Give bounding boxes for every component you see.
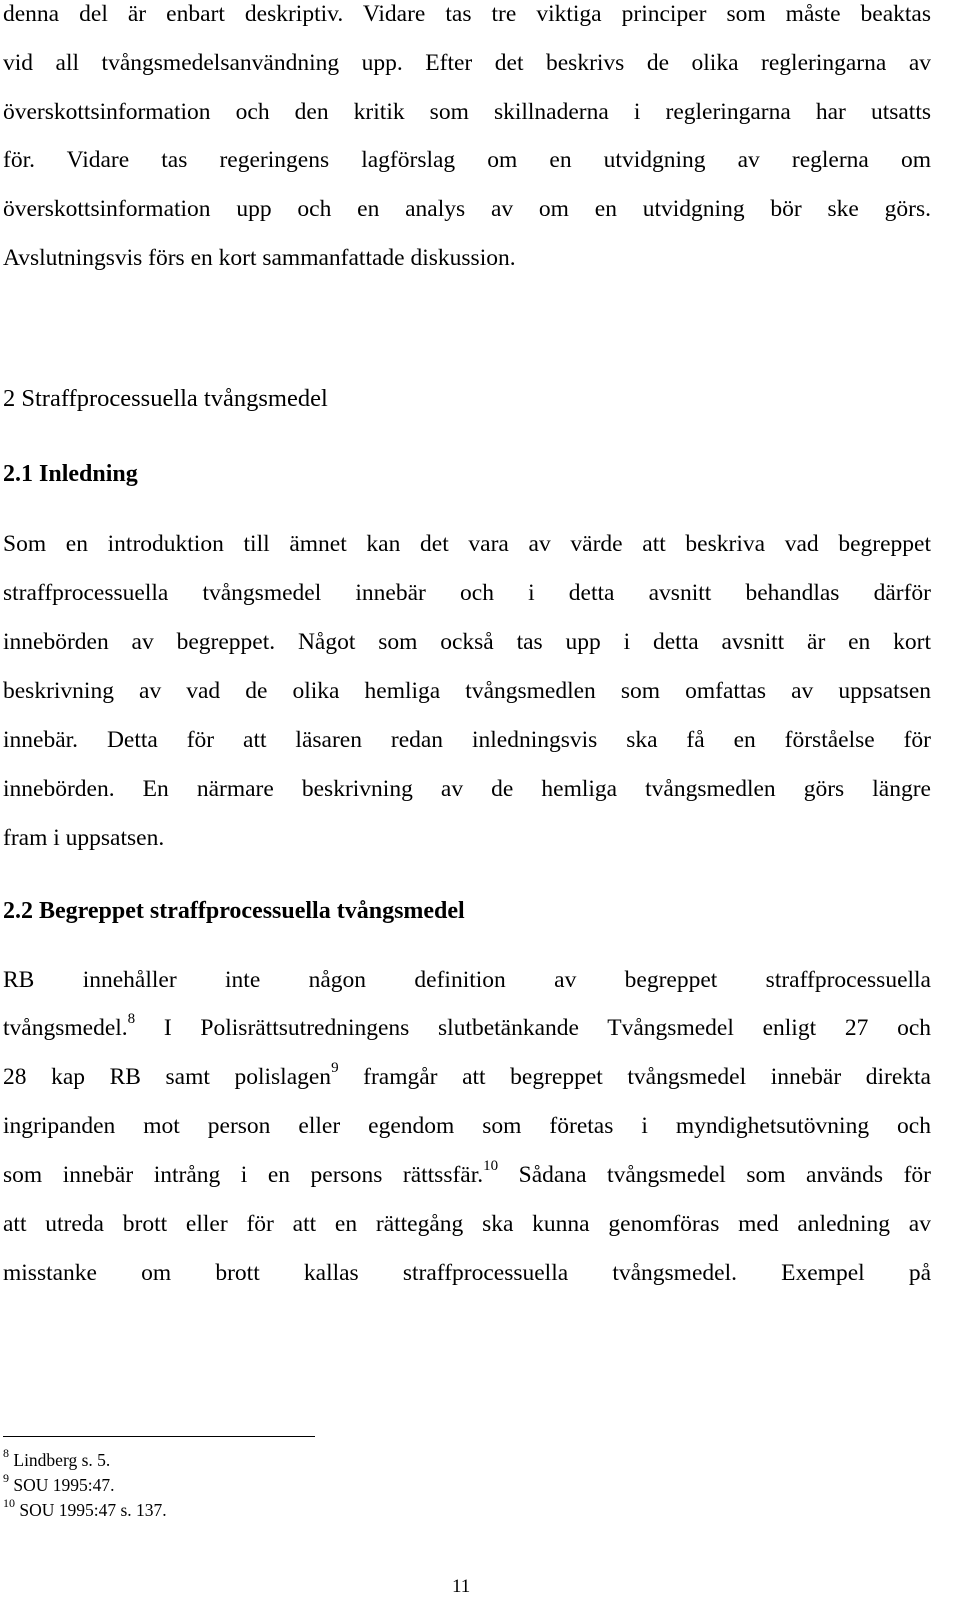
footnote-number: 10 xyxy=(3,1496,15,1511)
paragraph-line: innebär. Detta för att läsaren redan inledningsvis ska få en förståelse för xyxy=(3,727,931,753)
section-heading-2-2: 2.2 Begreppet straffprocessuella tvångsmedel xyxy=(3,898,465,924)
text-span: 28 kap RB samt polislagen xyxy=(3,1064,332,1090)
paragraph-line: misstanke om brott kallas straffprocessuella tvångsmedel. Exempel på xyxy=(3,1260,931,1286)
footnote-text: SOU 1995:47. xyxy=(9,1475,115,1495)
paragraph-line: Som en introduktion till ämnet kan det vara av värde att beskriva vad begreppet xyxy=(3,531,931,557)
paragraph-line: straffprocessuella tvångsmedel innebär och i detta avsnitt behandlas därför xyxy=(3,580,931,606)
section-heading-2-1: 2.1 Inledning xyxy=(3,461,138,487)
paragraph-line: innebörden. En närmare beskrivning av de hemliga tvångsmedlen görs längre xyxy=(3,776,931,802)
footnote-number: 8 xyxy=(3,1446,9,1461)
paragraph-line: att utreda brott eller för att en rättegång ska kunna genomföras med anledning av xyxy=(3,1211,931,1237)
footnote-text: Lindberg s. 5. xyxy=(9,1450,111,1470)
text-span: tvångsmedel. xyxy=(3,1015,128,1041)
text-span: I Polisrättsutredningens slutbetänkande Tvångsmedel enligt 27 och xyxy=(135,1015,931,1041)
footnote-reference[interactable]: 10 xyxy=(483,1158,499,1175)
footnote xyxy=(3,1471,115,1496)
footnote xyxy=(3,1496,167,1521)
footnote-separator xyxy=(3,1436,315,1437)
footnote-number: 9 xyxy=(3,1471,9,1486)
intro-line: överskottsinformation upp och en analys av om en utvidgning bör ske görs. xyxy=(3,196,931,222)
intro-line: för. Vidare tas regeringens lagförslag om en utvidgning av reglerna om xyxy=(3,147,931,173)
paragraph-line: RB innehåller inte någon definition av begreppet straffprocessuella xyxy=(3,967,931,993)
intro-line: överskottsinformation och den kritik som skillnaderna i regleringarna har utsatts xyxy=(3,99,931,125)
intro-line: vid all tvångsmedelsanvändning upp. Efter det beskrivs de olika regleringarna av xyxy=(3,50,931,76)
paragraph-line xyxy=(3,1011,931,1042)
paragraph-line: innebörden av begreppet. Något som också tas upp i detta avsnitt är en kort xyxy=(3,629,931,655)
text-span: som innebär intrång i en persons rättssfär. xyxy=(3,1162,484,1188)
paragraph-line: beskrivning av vad de olika hemliga tvångsmedlen som omfattas av uppsatsen xyxy=(3,678,931,704)
paragraph-line: fram i uppsatsen. xyxy=(3,825,165,851)
intro-line: Avslutningsvis förs en kort sammanfattade diskussion. xyxy=(3,245,516,271)
intro-line: denna del är enbart deskriptiv. Vidare tas tre viktiga principer som måste beaktas xyxy=(3,1,931,27)
paragraph-line: ingripanden mot person eller egendom som företas i myndighetsutövning och xyxy=(3,1113,931,1139)
footnote-text: SOU 1995:47 s. 137. xyxy=(15,1500,167,1520)
footnote-reference[interactable]: 8 xyxy=(127,1011,136,1028)
footnote xyxy=(3,1446,111,1471)
chapter-heading: 2 Straffprocessuella tvångsmedel xyxy=(3,385,328,412)
paragraph-line xyxy=(3,1060,931,1091)
footnote-reference[interactable]: 9 xyxy=(331,1060,339,1077)
page-number: 11 xyxy=(452,1576,471,1597)
text-span: framgår att begreppet tvångsmedel innebär direkta xyxy=(338,1064,931,1090)
paragraph-line xyxy=(3,1158,931,1189)
text-span: Sådana tvångsmedel som används för xyxy=(498,1162,931,1188)
